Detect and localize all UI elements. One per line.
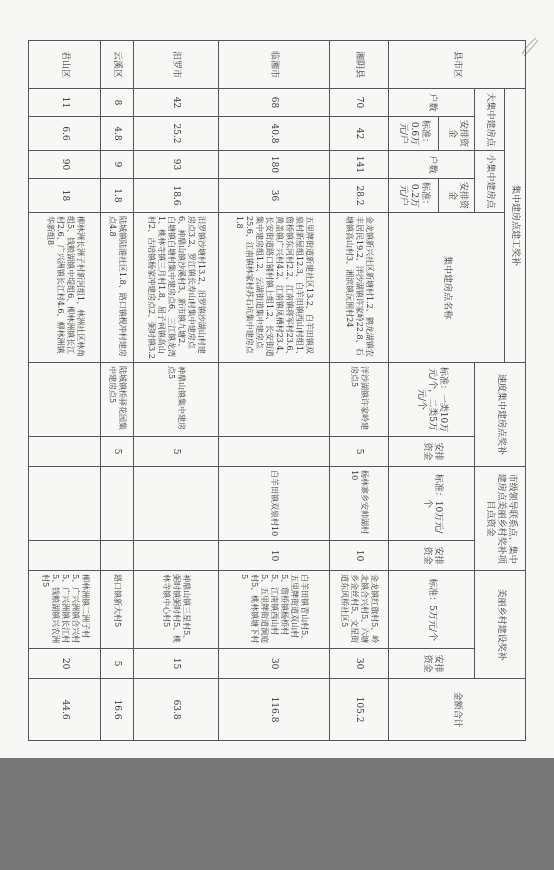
header-demo-group: 市级领导联系点、集中建房点美丽乡村奖补项目点资金 (475, 467, 526, 571)
large-households-cell: 70 (329, 89, 388, 117)
table-row (218, 41, 329, 741)
large-households-cell: 42 (133, 89, 218, 117)
small-households-cell: 93 (133, 151, 218, 179)
point-names-cell: 汨罗镇沙塘村13.2、汨罗镇沙湖山村建房点3.2、罗江镇长寿山村集中建房点6、神鼎山镇沙溪村3、新市镇九塘2、白塘镇白塘村集中建房点6、三江镇龙湾1、桃林寺镇三月村1.8、屈子祠镇高山村2、古培镇杨家冲建房点2、弼时镇3.2 (133, 213, 218, 363)
advance-funds-cell: 5 (101, 437, 134, 467)
small-households-cell: 9 (101, 151, 134, 179)
county-cell: 汨罗市 (133, 41, 218, 89)
total-cell: 105.2 (329, 679, 388, 741)
advance-names-cell: 陆城镇桥驿花园集中建房点5 (101, 363, 134, 437)
advance-names-cell (218, 363, 329, 437)
county-cell: 君山区 (29, 41, 101, 89)
total-cell: 63.8 (133, 679, 218, 741)
advance-funds-cell: 5 (329, 437, 388, 467)
header-large-households: 户数 (388, 89, 475, 117)
header-county: 县市区 (388, 41, 525, 89)
header-advance-std: 标准：一类10万元/个，二类5万元/个 (388, 363, 475, 437)
demo-funds-cell (133, 541, 218, 571)
advance-names-cell: 洋沙湖镇许家岭建房点5 (329, 363, 388, 437)
county-cell: 湘阴县 (329, 41, 388, 89)
advance-funds-cell: 5 (133, 437, 218, 467)
total-cell: 44.6 (29, 679, 101, 741)
small-funds-cell: 28.2 (329, 179, 388, 213)
point-names-cell: 柳林洲长洲子村新河组1、林洲社区林角组5、钱粮湖镇中堤组6、柳林洲镇长江村2.6、广兴洲镇长江村4.6、柳林洲镇华新组8 (29, 213, 101, 363)
header-advance-funds: 安排资金 (388, 437, 475, 467)
funding-table (28, 40, 526, 741)
demo-funds-cell: 10 (329, 541, 388, 571)
small-funds-cell: 1.8 (101, 179, 134, 213)
village-names-cell: 路口镇新大村5 (101, 571, 134, 649)
header-point-names: 集中建房点名称 (388, 213, 504, 363)
village-funds-cell: 30 (218, 649, 329, 679)
large-households-cell: 11 (29, 89, 101, 117)
large-households-cell: 68 (218, 89, 329, 117)
header-village-group: 美丽乡村建设奖补 (475, 571, 526, 679)
advance-names-cell: 神鼎山镇集中建房点5 (133, 363, 218, 437)
demo-names-cell (101, 467, 134, 541)
village-funds-cell: 5 (101, 649, 134, 679)
small-households-cell: 180 (218, 151, 329, 179)
header-demo-std: 标准：10万元/个 (388, 467, 475, 541)
table-row (101, 41, 134, 741)
point-names-cell: 五里牌街道新建社区13.2、白羊田镇双泉村新屋组12.3、白羊田镇西山村组1、詹桥镇东河村2.2、江南镇将军村23.6、黄盖镇广兴村4.2、江南镇凤栖村23.4、长安街道路口铺村镇上组1.2、长安街道集中建房组1.2、云湖街道集中建房点25.6、江南镇林家村苏石坑集中建房点1.8 (218, 213, 329, 363)
table-row (29, 41, 101, 741)
large-funds-cell: 4.8 (101, 117, 134, 151)
header-small-funds: 安排资金 (439, 179, 475, 213)
large-funds-cell: 40.8 (218, 117, 329, 151)
scan-background (0, 758, 554, 870)
small-funds-cell: 18.6 (133, 179, 218, 213)
village-funds-cell: 15 (133, 649, 218, 679)
point-names-cell: 陆城镇陆港社区1.8、路口镇枧冲村建房点4.8 (101, 213, 134, 363)
header-village-funds: 安排资金 (388, 649, 475, 679)
village-names-cell: 柳林洲镇二洲子村5、广兴洲镇合兴村5、广兴洲镇长江村5、钱粮湖镇兴农洲村5 (29, 571, 101, 649)
village-names-cell: 白羊田镇青山村5、五里牌街道双山村5、詹桥镇杨桥村5、江南镇西山村5、五里牌街道洞庭村5、桃林镇塘下村5 (218, 571, 329, 649)
table-row (133, 41, 218, 741)
header-large-std: 标准：0.6万元/户 (388, 117, 439, 151)
header-village-std: 标准：5万元/个 (388, 571, 475, 649)
village-funds-cell: 30 (329, 649, 388, 679)
small-funds-cell: 18 (29, 179, 101, 213)
village-names-cell: 神鼎山镇三星村5、弼时镇弼时村5、桃林寺镇中心村5 (133, 571, 218, 649)
total-cell: 16.6 (101, 679, 134, 741)
demo-names-cell (133, 467, 218, 541)
header-large-point: 大集中建房点 (475, 89, 504, 151)
point-names-cell: 金龙镇新兴社区新塘村1.2、鹤龙湖镇农丰居民19.2、洋沙湖镇许家岭22.8、石塘镇高山村3、湘滨镇沅围村24 (329, 213, 388, 363)
county-cell: 临湘市 (218, 41, 329, 89)
demo-names-cell: 杨林寨乡安帅湖村10 (329, 467, 388, 541)
header-large-funds: 安排资金 (439, 117, 475, 151)
header-demo-funds: 安排资金 (388, 541, 475, 571)
header-jizhong-group: 集中建房点建工奖补 (504, 89, 525, 363)
advance-funds-cell (218, 437, 329, 467)
header-total: 金额合计 (388, 679, 525, 741)
advance-funds-cell (29, 437, 101, 467)
total-cell: 116.8 (218, 679, 329, 741)
village-names-cell: 金龙镇红旗村5、岭北镇合兴村5、六塘乡金丝村5、文星街道东风桥社区5 (329, 571, 388, 649)
demo-names-cell (29, 467, 101, 541)
small-funds-cell: 36 (218, 179, 329, 213)
header-advance-group: 速度集中建房点奖补 (475, 363, 526, 467)
advance-names-cell (29, 363, 101, 437)
table-row (329, 41, 388, 741)
small-households-cell: 90 (29, 151, 101, 179)
village-funds-cell: 20 (29, 649, 101, 679)
document-table-frame (28, 40, 526, 740)
demo-funds-cell (101, 541, 134, 571)
demo-funds-cell: 10 (218, 541, 329, 571)
county-cell: 云溪区 (101, 41, 134, 89)
header-small-std: 标准：0.2万元/户 (388, 179, 439, 213)
header-small-households: 户数 (388, 151, 475, 179)
large-households-cell: 8 (101, 89, 134, 117)
demo-funds-cell (29, 541, 101, 571)
large-funds-cell: 42 (329, 117, 388, 151)
header-small-point: 小集中建房点 (475, 151, 504, 213)
large-funds-cell: 25.2 (133, 117, 218, 151)
demo-names-cell: 白羊田镇双泉村10 (218, 467, 329, 541)
small-households-cell: 141 (329, 151, 388, 179)
large-funds-cell: 6.6 (29, 117, 101, 151)
